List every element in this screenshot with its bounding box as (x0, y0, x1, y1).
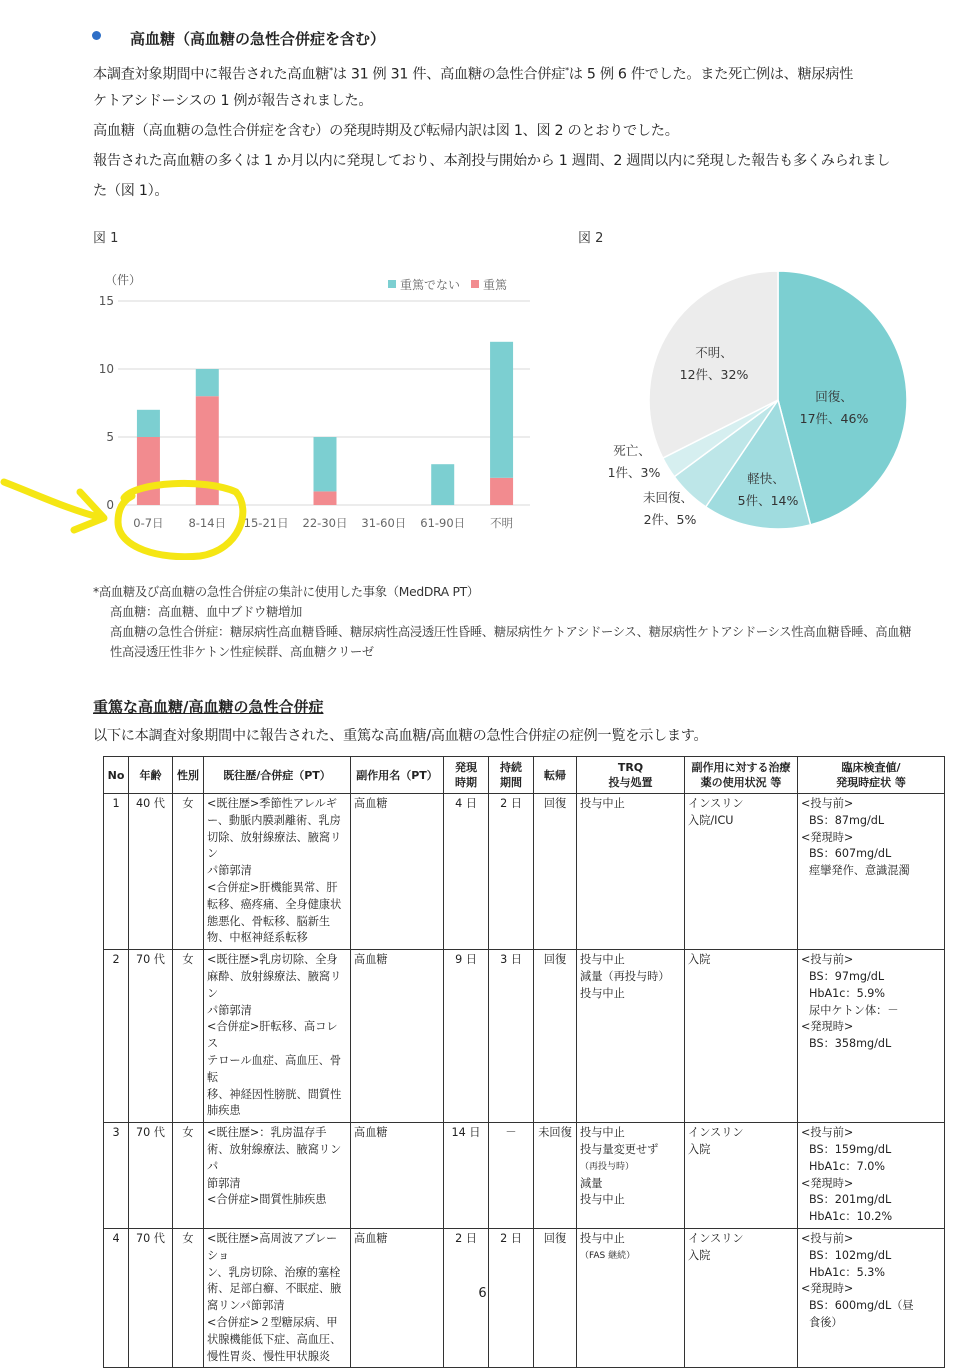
pie-value-label: 5件、14% (737, 493, 799, 508)
legend-label: 重篤でない (400, 278, 461, 292)
cell-tx: インスリン 入院 (685, 1228, 798, 1367)
cell-onset: 9 日 (444, 950, 489, 1123)
cell-history: <既往歴>高周波アブレーショ ン、乳房切除、治療的塞栓 術、足部白癬、不眠症、腋 窩リンパ節郭清 <合併症>２型糖尿病、甲 状腺機能低下症、高血圧、 慢性胃炎、慢性甲状腺炎 (204, 1228, 351, 1367)
bar-chart (0, 260, 560, 560)
cell-outcome: 未回復 (534, 1123, 577, 1229)
cell-lab: <投与前> BS：87mg/dL <発現時> BS：607mg/dL 痙攣発作、意識混濁 (798, 794, 945, 950)
header-sex: 性別 (173, 757, 204, 794)
x-tick-label: 0-7日 (133, 516, 164, 530)
cell-duration: 2 日 (489, 794, 534, 950)
pie-label: 軽快、 (747, 471, 785, 486)
table-row (104, 794, 945, 950)
legend-swatch (471, 280, 479, 288)
y-tick-label: 15 (98, 294, 114, 308)
paragraph-2: ケトアシドーシスの 1 例が報告されました。 (93, 93, 373, 109)
pie-value-label: 17件、46% (799, 411, 869, 426)
cell-sex: 女 (173, 794, 204, 950)
y-tick-label: 5 (106, 430, 114, 444)
footnote-line-1: *高血糖及び高血糖の急性合併症の集計に使用した事象（MedDRA PT） (93, 585, 479, 599)
cell-lab: <投与前> BS：159mg/dL HbA1c：7.0% <発現時> BS：201mg/dL HbA1c：10.2% (798, 1123, 945, 1229)
header-no: No (104, 757, 129, 794)
cell-lab: <投与前> BS：97mg/dL HbA1c：5.9% 尿中ケトン体：－ <発現時> BS：358mg/dL (798, 950, 945, 1123)
header-treatment: 副作用に対する治療 薬の使用状況 等 (685, 757, 798, 794)
pie-value-label: 12件、32% (679, 367, 749, 382)
cell-onset: 14 日 (444, 1123, 489, 1229)
table-header-row (104, 757, 945, 794)
section2-intro: 以下に本調査対象期間中に報告された、重篤な高血糖/高血糖の急性合併症の症例一覧を示します。 (93, 728, 708, 744)
pie-label: 回復、 (815, 389, 853, 404)
cell-no: 1 (104, 794, 129, 950)
cell-ae: 高血糖 (351, 794, 444, 950)
figure-1-label: 図 1 (93, 231, 119, 246)
cell-ae: 高血糖 (351, 1228, 444, 1367)
header-outcome: 転帰 (534, 757, 577, 794)
cell-sex: 女 (173, 950, 204, 1123)
cell-sex: 女 (173, 1228, 204, 1367)
x-tick-label: 15-21日 (243, 516, 289, 530)
section-title: 高血糖（高血糖の急性合併症を含む） (130, 30, 386, 48)
bullet-icon (92, 31, 101, 40)
header-duration: 持続 期間 (489, 757, 534, 794)
cell-duration: 2 日 (489, 1228, 534, 1367)
cell-age: 70 代 (129, 1228, 173, 1367)
paragraph-4: 報告された高血糖の多くは 1 か月以内に発現しており、本剤投与開始から 1 週間、2 週間以内に発現した報告も多くみられまし (93, 153, 891, 169)
cell-outcome: 回復 (534, 950, 577, 1123)
legend-label: 重篤 (483, 278, 508, 292)
y-tick-label: 10 (98, 362, 114, 376)
cell-no: 2 (104, 950, 129, 1123)
x-tick-label: 22-30日 (302, 516, 348, 530)
header-history: 既往歴/合併症（PT） (204, 757, 351, 794)
cell-trq: 投与中止 （FAS 継続） (577, 1228, 685, 1367)
paragraph-1: 本調査対象期間中に報告された高血糖*は 31 例 31 件、高血糖の急性合併症*は 5 例 6 件でした。また死亡例は、糖尿病性 (93, 66, 854, 83)
bar-segment (314, 491, 337, 505)
header-ae: 副作用名（PT） (351, 757, 444, 794)
x-tick-label: 8-14日 (188, 516, 227, 530)
header-age: 年齢 (129, 757, 173, 794)
pie-label: 死亡、 (613, 443, 651, 458)
case-table (103, 756, 944, 1368)
cell-lab: <投与前> BS：102mg/dL HbA1c：5.3% <発現時> BS：600mg/dL（昼 食後） (798, 1228, 945, 1367)
header-trq: TRQ 投与処置 (577, 757, 685, 794)
pie-value-label: 1件、3% (607, 465, 661, 480)
cell-history: <既往歴>：乳房温存手 術、放射線療法、腋窩リンパ 節郭清 <合併症>間質性肺疾患 (204, 1123, 351, 1229)
paragraph-3: 高血糖（高血糖の急性合併症を含む）の発現時期及び転帰内訳は図 1、図 2 のとおりでした。 (93, 123, 679, 139)
section2-title: 重篤な高血糖/高血糖の急性合併症 (93, 698, 324, 716)
cell-history: <既往歴>季節性アレルギ ー、動脈内膜剥離術、乳房 切除、放射線療法、腋窩リン パ節郭清 <合併症>肝機能異常、肝 転移、癌疼痛、全身健康状 態悪化、骨転移、脳新生 物、中枢神経系転移 (204, 794, 351, 950)
bar-segment (314, 437, 337, 491)
cell-onset: 2 日 (444, 1228, 489, 1367)
cell-age: 40 代 (129, 794, 173, 950)
cell-outcome: 回復 (534, 794, 577, 950)
footnote-line-4: 性高浸透圧性非ケトン性症候群、高血糖クリーゼ (110, 645, 374, 659)
cell-history: <既往歴>乳房切除、全身 麻酔、放射線療法、腋窩リン パ節郭清 <合併症>肝転移、高コレス テロール血症、高血圧、骨転 移、神経因性膀胱、間質性 肺疾患 (204, 950, 351, 1123)
bar-segment (137, 437, 160, 505)
page-number: 6 (478, 1286, 487, 1301)
bar-segment (431, 464, 454, 505)
figure-2-label: 図 2 (578, 231, 604, 246)
bar-segment (196, 369, 219, 396)
pie-value-label: 2件、5% (643, 512, 697, 527)
bar-segment (490, 342, 513, 478)
cell-age: 70 代 (129, 950, 173, 1123)
header-onset: 発現 時期 (444, 757, 489, 794)
cell-no: 4 (104, 1228, 129, 1367)
cell-age: 70 代 (129, 1123, 173, 1229)
pie-chart (580, 255, 965, 555)
cell-tx: 入院 (685, 950, 798, 1123)
cell-ae: 高血糖 (351, 950, 444, 1123)
y-axis-label: （件） (105, 273, 142, 287)
footnote-line-3: 高血糖の急性合併症：糖尿病性高血糖昏睡、糖尿病性高浸透圧性昏睡、糖尿病性ケトアシドーシス、糖尿病性ケトアシドーシス性高血糖昏睡、高血糖 (110, 625, 912, 639)
cell-trq: 投与中止 (577, 794, 685, 950)
x-tick-label: 31-60日 (361, 516, 407, 530)
bar-segment (490, 478, 513, 505)
cell-onset: 4 日 (444, 794, 489, 950)
cell-trq: 投与中止 減量（再投与時） 投与中止 (577, 950, 685, 1123)
cell-tx: インスリン 入院 (685, 1123, 798, 1229)
cell-outcome: 回復 (534, 1228, 577, 1367)
cell-tx: インスリン 入院/ICU (685, 794, 798, 950)
cell-sex: 女 (173, 1123, 204, 1229)
bar-segment (137, 410, 160, 437)
cell-duration: － (489, 1123, 534, 1229)
cell-trq: 投与中止 投与量変更せず （再投与時） 減量 投与中止 (577, 1123, 685, 1229)
pie-label: 未回復、 (642, 490, 694, 505)
x-tick-label: 61-90日 (420, 516, 466, 530)
x-tick-label: 不明 (490, 516, 514, 530)
table-row (104, 950, 945, 1123)
cell-duration: 3 日 (489, 950, 534, 1123)
footnote-line-2: 高血糖：高血糖、血中ブドウ糖増加 (110, 605, 302, 619)
legend-swatch (388, 280, 396, 288)
paragraph-5: た（図 1）。 (93, 183, 169, 199)
pie-label: 不明、 (695, 345, 733, 360)
cell-ae: 高血糖 (351, 1123, 444, 1229)
header-lab: 臨床検査値/ 発現時症状 等 (798, 757, 945, 794)
table-row (104, 1123, 945, 1229)
y-tick-label: 0 (106, 498, 114, 512)
cell-no: 3 (104, 1123, 129, 1229)
